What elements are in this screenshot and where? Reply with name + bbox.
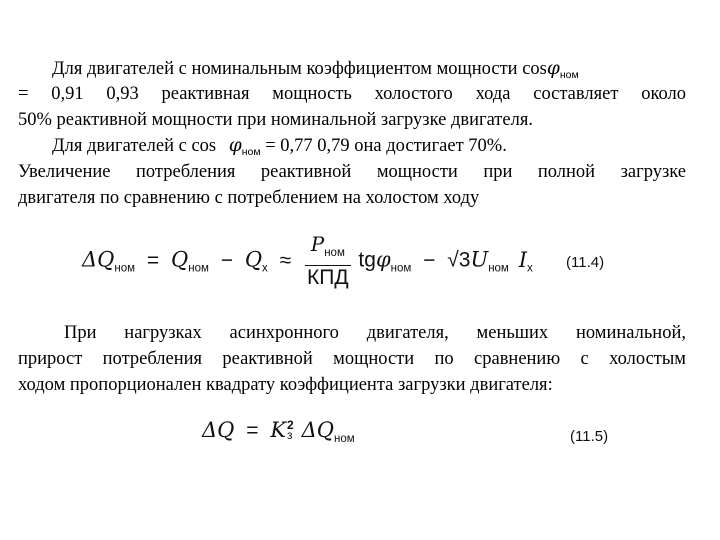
- nom-subscript: ном: [333, 433, 355, 445]
- p-symbol: P: [310, 232, 325, 256]
- fraction-denominator: КПД: [307, 266, 349, 289]
- u-symbol: U: [470, 247, 489, 272]
- text-span: Для двигателей с номинальным коэффициентом мощности cos: [52, 59, 547, 79]
- k-symbol: K: [270, 418, 287, 442]
- paragraph-1-line-2: = 0,91 0,93 реактивная мощность холостого хода составляет около: [18, 84, 686, 104]
- equation-number: (11.5): [570, 428, 609, 445]
- paragraph-3-line-2: прирост потребления реактивной мощности по сравнению с холостым: [18, 349, 686, 369]
- delta-q: ΔQ: [82, 247, 115, 272]
- paragraph-2-line-2: Увеличение потребления реактивной мощности при полной загрузке: [18, 162, 686, 182]
- q-symbol: Q: [171, 247, 189, 272]
- k-subscript: з: [287, 428, 293, 442]
- nom-subscript: ном: [241, 146, 261, 158]
- formula-11-4: [82, 232, 533, 290]
- approx-sign: ≈: [279, 248, 292, 272]
- phi-symbol: φ: [375, 247, 391, 272]
- formula-11-5: [202, 418, 355, 445]
- fraction: [305, 232, 351, 290]
- nom-subscript: ном: [114, 262, 136, 275]
- nom-subscript: ном: [390, 262, 412, 275]
- paragraph-2-line-3: двигателя по сравнению с потреблением на холостом ходу: [18, 188, 480, 208]
- nom-subscript: ном: [188, 262, 209, 275]
- x-subscript: х: [526, 262, 533, 275]
- nom-subscript: ном: [324, 247, 345, 259]
- delta-q: ΔQ: [202, 418, 235, 442]
- paragraph-3-line-1: При нагрузках асинхронного двигателя, меньших номинальной,: [64, 323, 686, 343]
- paragraph-3-line-3: ходом пропорционален квадрату коэффициента загрузки двигателя:: [18, 375, 553, 395]
- equals-sign: =: [246, 419, 259, 442]
- nom-subscript: ном: [559, 69, 579, 81]
- k-indices: [287, 420, 294, 440]
- nom-subscript: ном: [488, 262, 509, 275]
- tg-function: tg: [358, 248, 376, 272]
- paragraph-1-line-3: 50% реактивной мощности при номинальной загрузке двигателя.: [18, 110, 533, 130]
- minus-sign: −: [220, 248, 233, 272]
- phi-glyph: φ: [228, 135, 242, 156]
- fraction-numerator: [305, 232, 351, 265]
- phi-symbol: [547, 58, 579, 79]
- phi-symbol: [229, 135, 261, 156]
- sqrt-three: √3: [447, 248, 471, 272]
- x-subscript: х: [262, 262, 268, 275]
- k-superscript: 2: [287, 418, 294, 432]
- text-span: = 0,77 0,79 она достигает 70%.: [260, 136, 507, 156]
- i-symbol: I: [518, 247, 527, 272]
- text-span: Для двигателей с cos: [52, 136, 221, 156]
- minus-sign: −: [423, 248, 436, 272]
- equation-number: (11.4): [566, 254, 605, 271]
- phi-glyph: φ: [546, 58, 560, 79]
- equals-sign: =: [146, 248, 160, 272]
- q-symbol: Q: [244, 247, 263, 272]
- delta-q: ΔQ: [301, 418, 334, 442]
